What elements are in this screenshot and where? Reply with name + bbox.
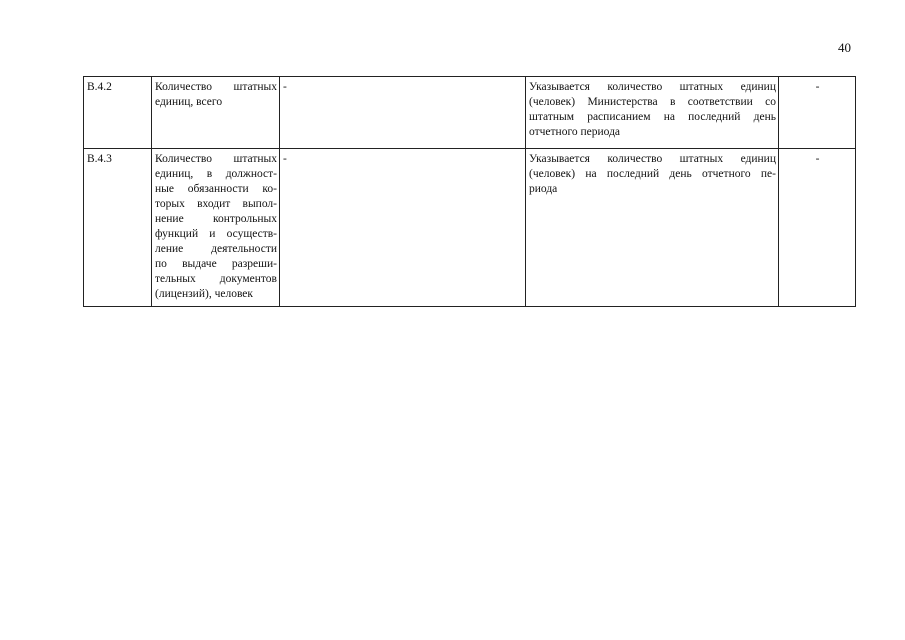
row-value-cell: [280, 77, 526, 149]
row-value: -: [283, 81, 287, 93]
row-name-line: функций и осуществ-: [155, 228, 277, 240]
table-row: [84, 77, 856, 149]
page-number: 40: [838, 40, 851, 55]
row-note: -: [815, 81, 820, 93]
row-description-line: Указывается количество штатных единиц: [529, 81, 776, 93]
row-name-line: ление деятельности: [155, 243, 277, 255]
row-name-line: по выдаче разреши-: [155, 258, 277, 270]
row-value: -: [283, 153, 287, 165]
row-value-cell: [280, 149, 526, 307]
row-name-cell: [152, 149, 280, 307]
row-description-line: риода: [529, 183, 558, 195]
table-row: [84, 149, 856, 307]
row-name-line: Количество штатных: [155, 153, 277, 165]
row-name-line: ные обязанности ко-: [155, 183, 277, 195]
row-name-line: (лицензий), человек: [155, 288, 253, 300]
row-note-cell: [779, 149, 856, 307]
indicator-table: [83, 76, 856, 307]
row-code-cell: [84, 149, 152, 307]
row-note: -: [815, 153, 820, 165]
row-description-line: (человек) Министерства в соответствии со: [529, 96, 776, 108]
row-description-line: (человек) на последний день отчетного пе-: [529, 168, 776, 180]
row-description-cell: [526, 77, 779, 149]
row-name-line: Количество штатных: [155, 81, 277, 93]
row-description-cell: [526, 149, 779, 307]
row-name-line: нение контрольных: [155, 213, 277, 225]
row-description-line: Указывается количество штатных единиц: [529, 153, 776, 165]
row-code: В.4.2: [87, 81, 112, 93]
row-description-line: отчетного периода: [529, 126, 621, 138]
row-code-cell: [84, 77, 152, 149]
row-name-cell: [152, 77, 280, 149]
row-code: В.4.3: [87, 153, 112, 165]
row-name-line: тельных документов: [155, 273, 277, 285]
row-name-line: торых входит выпол-: [155, 198, 277, 210]
row-name-line: единиц, в должност-: [155, 168, 277, 180]
row-note-cell: [779, 77, 856, 149]
row-description-line: штатным расписанием на последний день: [529, 111, 776, 123]
row-name-line: единиц, всего: [155, 96, 223, 108]
